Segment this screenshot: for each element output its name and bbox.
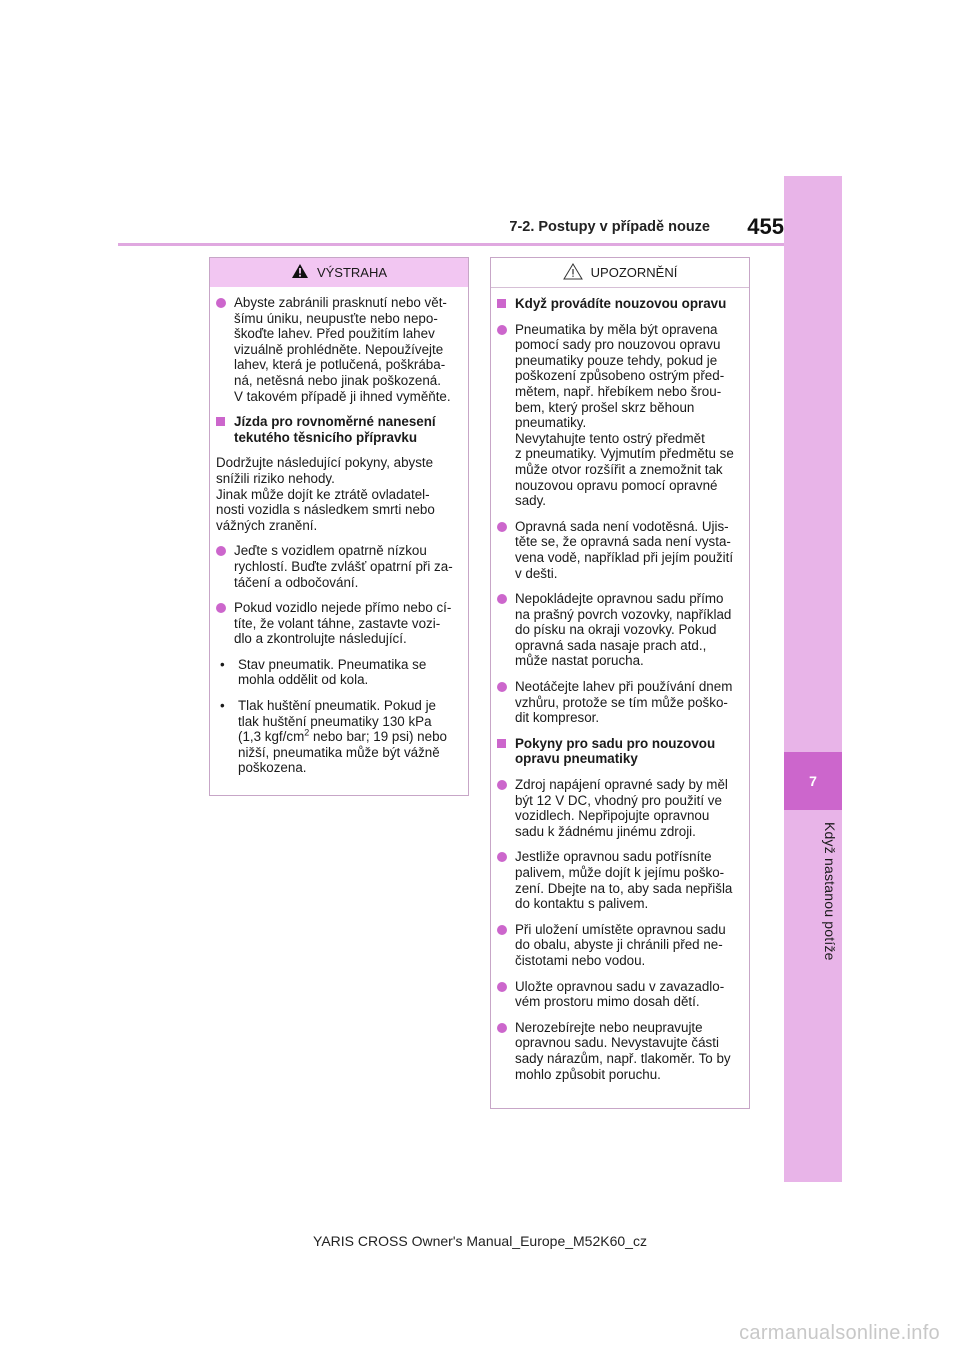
bullet-item xyxy=(216,657,461,688)
bullet-dot-icon xyxy=(497,982,512,992)
bullet-dot-icon xyxy=(497,780,512,790)
bullet-dot-icon xyxy=(497,594,512,604)
section-title: 7-2. Postupy v případě nouze xyxy=(509,219,710,235)
bullet-text-part: nebo bar; 19 psi) nebo nižší, pneumatika může být vážně poškozena. xyxy=(238,729,447,776)
warning-text: Pokud vozidlo nejede přímo nebo cí- títe, že volant táhne, zastavte vozi- dlo a zkontrolujte následující. xyxy=(234,600,452,647)
header-divider xyxy=(118,243,784,246)
list-item xyxy=(497,777,742,839)
bullet-dot-icon xyxy=(216,546,231,556)
bullet-text: Stav pneumatik. Pneumatika se mohla oddělit od kola. xyxy=(238,656,427,688)
list-item xyxy=(216,295,461,404)
caution-title: UPOZORNĚNÍ xyxy=(590,265,678,280)
list-item xyxy=(497,591,742,669)
subheading xyxy=(497,296,742,312)
list-item xyxy=(497,849,742,911)
caution-box xyxy=(490,257,750,1109)
subheading-text: Pokyny pro sadu pro nouzovou opravu pneumatiky xyxy=(515,735,716,767)
watermark: carmanualsonline.info xyxy=(739,1322,940,1344)
warning-text: Abyste zabránili prasknutí nebo vět- šímu úniku, neupusťte nebo nepo- škoďte lahev. Před použitím lahev vizuálně prohlédněte. Nepoužívejte lahev, která je potlučená, poškrába- ná, netěsná nebo jinak poškozená. V takovém případě ji ihned vyměňte. xyxy=(234,295,451,404)
bullet-dot-icon xyxy=(497,1023,512,1033)
caution-triangle-icon xyxy=(563,263,583,283)
warning-text: Jeďte s vozidlem opatrně nízkou rychlostí. Buďte zvlášť opatrní při za- táčení a odbočování. xyxy=(234,543,453,590)
caution-text: Pneumatika by měla být opravena pomocí sady pro nouzovou opravu pneumatiky pouze tehdy, pokud je poškození způsobeno ostrým před- mětem, např. hřebíkem nebo šrou- bem, který prošel skrz běhoun pneumatiky. Nevytahujte tento ostrý předmět z pneumatiky. Vyjmutím předmětu se může otvor rozšířit a znemožnit tak nouzovou opravu pomocí opravné sady. xyxy=(515,321,734,509)
list-item xyxy=(497,322,742,509)
bullet-icon: • xyxy=(220,698,225,714)
caution-text: Uložte opravnou sadu v zavazadlo- vém prostoru mimo dosah dětí. xyxy=(515,978,725,1010)
caution-text: Neotáčejte lahev při používání dnem vzhůru, protože se tím může poško- dit kompresor. xyxy=(515,679,733,726)
bullet-text-part: Tlak huštění pneumatik. Pokud je tlak huštění pneumatiky 130 kPa (1,3 kgf/cm xyxy=(238,698,436,745)
bullet-dot-icon xyxy=(216,603,231,613)
bullet-dot-icon xyxy=(497,925,512,935)
warning-body xyxy=(210,287,468,792)
list-item xyxy=(216,543,461,590)
warning-triangle-icon xyxy=(291,263,309,282)
caution-text: Nerozebírejte nebo neupravujte opravnou sadu. Nevystavujte části sady nárazům, např. tlakoměr. To by mohlo způsobit poruchu. xyxy=(515,1019,731,1082)
list-item xyxy=(216,600,461,647)
list-item xyxy=(497,922,742,969)
caution-text: Jestliže opravnou sadu potřísníte palivem, může dojít k jejímu poško- zení. Dbejte na to, aby sada nepřišla do kontaktu s palivem. xyxy=(515,849,733,912)
caution-text: Zdroj napájení opravné sady by měl být 12 V DC, vhodný pro použití ve vozidlech. Nepřipojujte opravnou sadu k žádnému jinému zdroji. xyxy=(515,777,728,839)
caution-body xyxy=(491,288,749,1098)
bullet-dot-icon xyxy=(216,298,231,308)
caution-text: Opravná sada není vodotěsná. Ujis- těte se, že opravná sada není vysta- vena vodě, například při jejím použití v dešti. xyxy=(515,518,734,581)
square-bullet-icon xyxy=(497,296,512,312)
subheading xyxy=(216,414,461,445)
subheading-text: Jízda pro rovnoměrné nanesení tekutého těsnicího přípravku xyxy=(234,414,436,445)
bullet-dot-icon xyxy=(497,325,512,335)
bullet-dot-icon xyxy=(497,852,512,862)
subheading xyxy=(497,736,742,767)
warning-header xyxy=(210,258,468,287)
manual-id: YARIS CROSS Owner's Manual_Europe_M52K60_cz xyxy=(313,1233,647,1249)
list-item xyxy=(497,979,742,1010)
paragraph: Dodržujte následující pokyny, abyste snížili riziko nehody. Jinak může dojít ke ztrátě ovladatel- nosti vozidla s následkem smrti nebo vážných zranění. xyxy=(216,455,435,533)
bullet-item xyxy=(216,698,461,776)
square-bullet-icon xyxy=(497,736,512,767)
bullet-text xyxy=(238,698,447,776)
caution-text: Při uložení umístěte opravnou sadu do obalu, abyste ji chránili před ne- čistotami nebo vodou. xyxy=(515,921,726,968)
caution-text: Nepokládejte opravnou sadu přímo na prašný povrch vozovky, například do písku na okraji vozovky. Pokud opravná sada nasaje prach atd., může nastat porucha. xyxy=(515,591,732,669)
chapter-label: Když nastanou potíže xyxy=(822,822,838,961)
superscript: 2 xyxy=(304,727,310,738)
bullet-dot-icon xyxy=(497,522,512,532)
square-bullet-icon xyxy=(216,414,231,445)
page-number: 455 xyxy=(747,214,784,239)
bullet-icon: • xyxy=(220,656,225,672)
warning-box xyxy=(209,257,469,796)
caution-header xyxy=(491,258,749,288)
list-item xyxy=(497,679,742,726)
bullet-dot-icon xyxy=(497,682,512,692)
list-item xyxy=(497,1020,742,1082)
warning-title: VÝSTRAHA xyxy=(316,265,388,280)
list-item xyxy=(497,519,742,581)
subheading-text: Když provádíte nouzovou opravu xyxy=(515,296,727,311)
chapter-number-tab: 7 xyxy=(784,752,842,810)
